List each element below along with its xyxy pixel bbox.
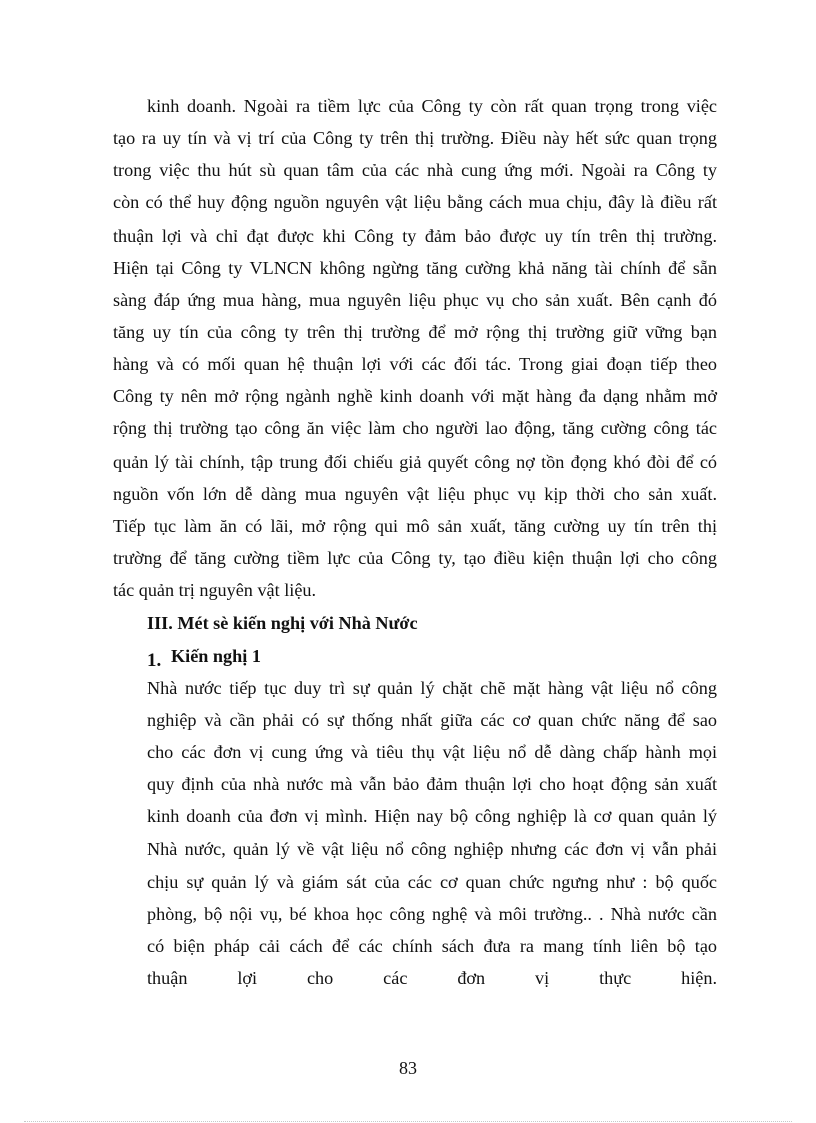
paragraph-line: sàng đáp ứng mua hàng, mua nguyên liệu phục vụ cho sản xuất. Bên cạnh đó bbox=[113, 290, 717, 310]
paragraph-line: hàng và có mối quan hệ thuận lợi với các đối tác. Trong giai đoạn tiếp theo bbox=[113, 354, 717, 374]
paragraph-line: tăng uy tín của công ty trên thị trường để mở rộng thị trường giữ vững bạn bbox=[113, 322, 717, 342]
paragraph-line: chịu sự quản lý và giám sát của các cơ quan chức ngưng như : bộ quốc bbox=[147, 872, 717, 892]
paragraph-line: kinh doanh. Ngoài ra tiềm lực của Công ty còn rất quan trọng trong việc bbox=[147, 96, 717, 116]
paragraph-line: Tiếp tục làm ăn có lãi, mở rộng qui mô sản xuất, tăng cường uy tín trên thị bbox=[113, 516, 717, 536]
page-number: 83 bbox=[399, 1058, 417, 1078]
paragraph-line: rộng thị trường tạo công ăn việc làm cho người lao động, tăng cường công tác bbox=[113, 418, 717, 438]
paragraph-line: Nhà nước tiếp tục duy trì sự quản lý chặt chẽ mặt hàng vật liệu nổ công bbox=[147, 678, 717, 698]
paragraph-line: Hiện tại Công ty VLNCN không ngừng tăng cường khả năng tài chính để sẵn bbox=[113, 258, 717, 278]
paragraph-line: Nhà nước, quản lý về vật liệu nổ công nghiệp nhưng các đơn vị vẫn phải bbox=[147, 839, 717, 859]
paragraph-line: còn có thể huy động nguồn nguyên vật liệu bằng cách mua chịu, đây là điều rất bbox=[113, 192, 717, 212]
paragraph-line: thuận lợi và chỉ đạt được khi Công ty đảm bảo được uy tín trên thị trường. bbox=[113, 226, 717, 246]
paragraph-line: cho các đơn vị cung ứng và tiêu thụ vật liệu nổ dễ dàng chấp hành mọi bbox=[147, 742, 717, 762]
paragraph-line: có biện pháp cải cách để các chính sách đưa ra mang tính liên bộ tạo bbox=[147, 936, 717, 956]
paragraph-line: trong việc thu hút sù quan tâm của các nhà cung ứng mới. Ngoài ra Công ty bbox=[113, 160, 717, 180]
paragraph-line: Công ty nên mở rộng ngành nghề kinh doanh với mặt hàng đa dạng nhằm mở bbox=[113, 386, 717, 406]
section-heading: III. Mét sè kiến nghị với Nhà Nước bbox=[147, 613, 418, 633]
paragraph-line: nghiệp và cần phải có sự thống nhất giữa các cơ quan chức năng để sao bbox=[147, 710, 717, 730]
paragraph-line: thuận lợi cho các đơn vị thực hiện. bbox=[147, 968, 717, 988]
paragraph-line: nguồn vốn lớn dễ dàng mua nguyên vật liệu phục vụ kịp thời cho sản xuất. bbox=[113, 484, 717, 504]
footer-divider bbox=[24, 1121, 792, 1122]
subsection-title: Kiến nghị 1 bbox=[171, 646, 261, 666]
paragraph-line: tạo ra uy tín và vị trí của Công ty trên thị trường. Điều này hết sức quan trọng bbox=[113, 128, 717, 148]
paragraph-line: kinh doanh của đơn vị mình. Hiện nay bộ công nghiệp là cơ quan quản lý bbox=[147, 806, 717, 826]
paragraph-line: phòng, bộ nội vụ, bé khoa học công nghệ và môi trường.. . Nhà nước cần bbox=[147, 904, 717, 924]
subsection-number: 1. bbox=[147, 650, 162, 671]
paragraph-line: tác quản trị nguyên vật liệu. bbox=[113, 580, 317, 600]
paragraph-line: quản lý tài chính, tập trung đối chiếu giả quyết công nợ tồn đọng khó đòi để có bbox=[113, 452, 717, 472]
paragraph-line: trường để tăng cường tiềm lực của Công ty, tạo điều kiện thuận lợi cho công bbox=[113, 548, 717, 568]
paragraph-line: quy định của nhà nước mà vẫn bảo đảm thuận lợi cho hoạt động sản xuất bbox=[147, 774, 717, 794]
